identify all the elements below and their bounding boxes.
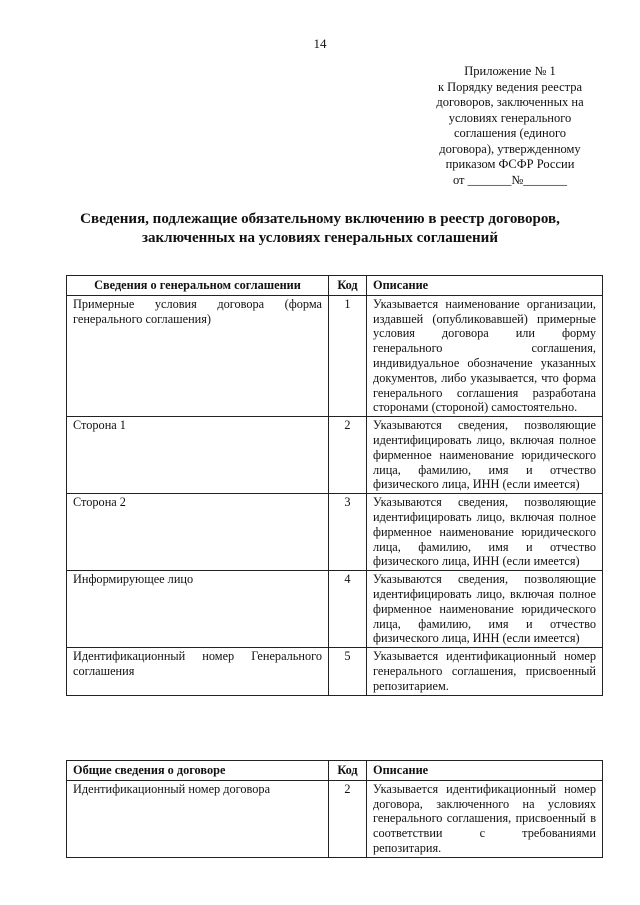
row-description: Указываются сведения, позволяющие идентифицировать лицо, включая полное фирменное наименование юридического лица, фамилию, имя и отчество физического лица, ИНН (если имеется) [367, 417, 603, 494]
column-header-info: Сведения о генеральном соглашении [67, 276, 329, 296]
title-line-1: Сведения, подлежащие обязательному включению в реестр договоров, [80, 211, 560, 227]
row-code: 4 [329, 571, 367, 648]
title-line-2: заключенных на условиях генеральных соглашений [142, 230, 498, 246]
appendix-line: приказом ФСФР России [445, 157, 575, 171]
appendix-line: соглашения (единого [453, 126, 567, 140]
row-code: 2 [329, 780, 367, 857]
appendix-line: от _______№_______ [452, 172, 568, 187]
row-name: Сторона 2 [67, 494, 329, 571]
document-title [60, 210, 580, 248]
column-header-description: Описание [367, 276, 603, 296]
row-description: Указываются сведения, позволяющие идентифицировать лицо, включая полное фирменное наименование юридического лица, фамилию, имя и отчество физического лица, ИНН (если имеется) [367, 494, 603, 571]
page-number: 14 [313, 36, 327, 51]
appendix-block [405, 64, 615, 188]
row-name: Примерные условия договора (форма генерального соглашения) [67, 295, 329, 416]
row-name: Идентификационный номер Генерального соглашения [67, 648, 329, 695]
appendix-line: Приложение № 1 [464, 64, 556, 78]
row-description: Указывается наименование организации, издавшей (опубликовавшей) примерные условия договора или форму генерального соглашения, индивидуальное обозначение указанных документов, либо указывается, что форма генерального соглашения разработана сторонами (стороной) самостоятельно. [367, 295, 603, 416]
row-description: Указываются сведения, позволяющие идентифицировать лицо, включая полное фирменное наименование юридического лица, фамилию, имя и отчество физического лица, ИНН (если имеется) [367, 571, 603, 648]
row-name: Идентификационный номер договора [67, 780, 329, 857]
table-row [67, 494, 603, 571]
column-header-description: Описание [367, 761, 603, 781]
table-row [67, 571, 603, 648]
table-header-row [67, 761, 603, 781]
column-header-info: Общие сведения о договоре [67, 761, 329, 781]
row-code: 2 [329, 417, 367, 494]
row-code: 3 [329, 494, 367, 571]
row-code: 5 [329, 648, 367, 695]
row-code: 1 [329, 295, 367, 416]
contract-info-table [66, 760, 603, 858]
appendix-line: условиях генерального [448, 110, 572, 125]
column-header-code: Код [329, 761, 367, 781]
appendix-line: к Порядку ведения реестра [437, 79, 583, 94]
agreement-info-table [66, 275, 603, 696]
row-name: Сторона 1 [67, 417, 329, 494]
column-header-code: Код [329, 276, 367, 296]
row-description: Указывается идентификационный номер договора, заключенного на условиях генерального соглашения, присвоенный в соответствии с требованиями репозитария. [367, 780, 603, 857]
table-row [67, 648, 603, 695]
row-name: Информирующее лицо [67, 571, 329, 648]
table-row [67, 780, 603, 857]
appendix-line: договоров, заключенных на [436, 95, 584, 109]
table-row [67, 417, 603, 494]
row-description: Указывается идентификационный номер генерального соглашения, присвоенный репозитарием. [367, 648, 603, 695]
appendix-line: договора), утвержденному [439, 141, 581, 156]
table-header-row [67, 276, 603, 296]
table-row [67, 295, 603, 416]
